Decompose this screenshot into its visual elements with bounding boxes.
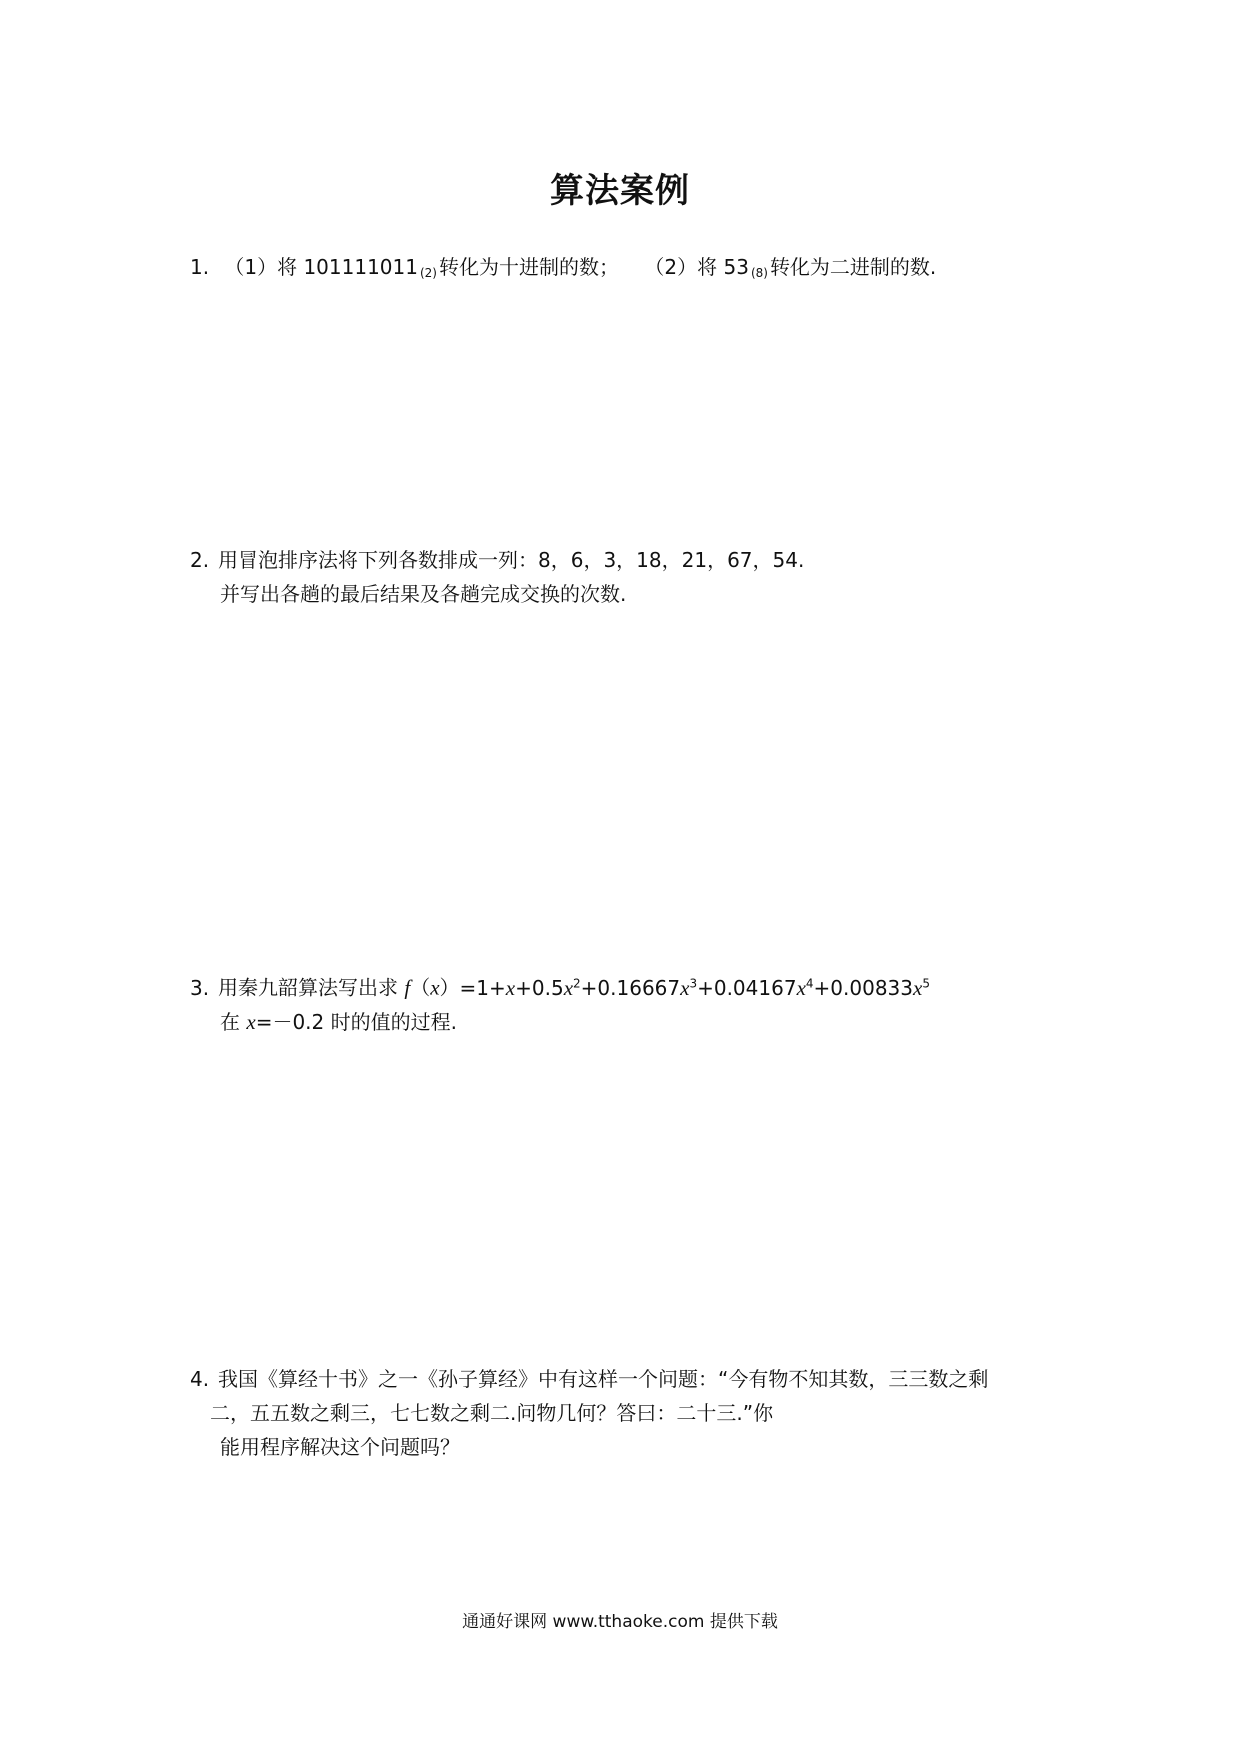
question-4-line-1: 我国《算经十书》之一《孙子算经》中有这样一个问题：“今有物不知其数，三三数之剩	[218, 1367, 989, 1391]
question-3-function: f（x）	[404, 975, 460, 1000]
question-3-number: 3.	[190, 975, 210, 1000]
question-1-part1-base: (2)	[419, 266, 437, 280]
question-1-number: 1.	[190, 255, 210, 279]
question-1-part1-suffix: 转化为十进制的数；	[438, 255, 619, 279]
footer: 通通好课网 www.tthaoke.com 提供下载	[462, 1612, 778, 1632]
question-4-number: 4.	[190, 1367, 210, 1391]
question-1-part1-text: （1）将 101111011	[224, 255, 418, 279]
question-1-part2-suffix: 转化为二进制的数.	[769, 255, 937, 279]
question-1	[190, 250, 936, 290]
question-3-line-1-text: 用秦九韶算法写出求	[218, 975, 398, 1000]
question-2-line-2: 并写出各趟的最后结果及各趟完成交换的次数.	[220, 582, 627, 606]
question-3-line-2: 在 x=－0.2 时的值的过程.	[220, 1009, 457, 1034]
question-1-part2-text: （2）将 53	[644, 255, 749, 279]
question-2	[190, 543, 804, 611]
question-3-polynomial: $=1+x+0.5x^2+0.16667x^3+0.04167x^4+0.00833x^5$	[459, 975, 930, 1000]
question-4	[190, 1362, 988, 1464]
question-4-line-3: 能用程序解决这个问题吗？	[220, 1435, 460, 1459]
question-3	[190, 966, 930, 1039]
page-title: 算法案例	[550, 171, 690, 211]
question-1-part2-base: (8)	[750, 266, 768, 280]
question-2-number: 2.	[190, 548, 210, 572]
question-2-line-1: 用冒泡排序法将下列各数排成一列：8，6，3，18，21，67，54.	[218, 548, 805, 572]
question-4-line-2: 二，五五数之剩三，七七数之剩二.问物几何？答曰：二十三.”你	[210, 1401, 774, 1425]
